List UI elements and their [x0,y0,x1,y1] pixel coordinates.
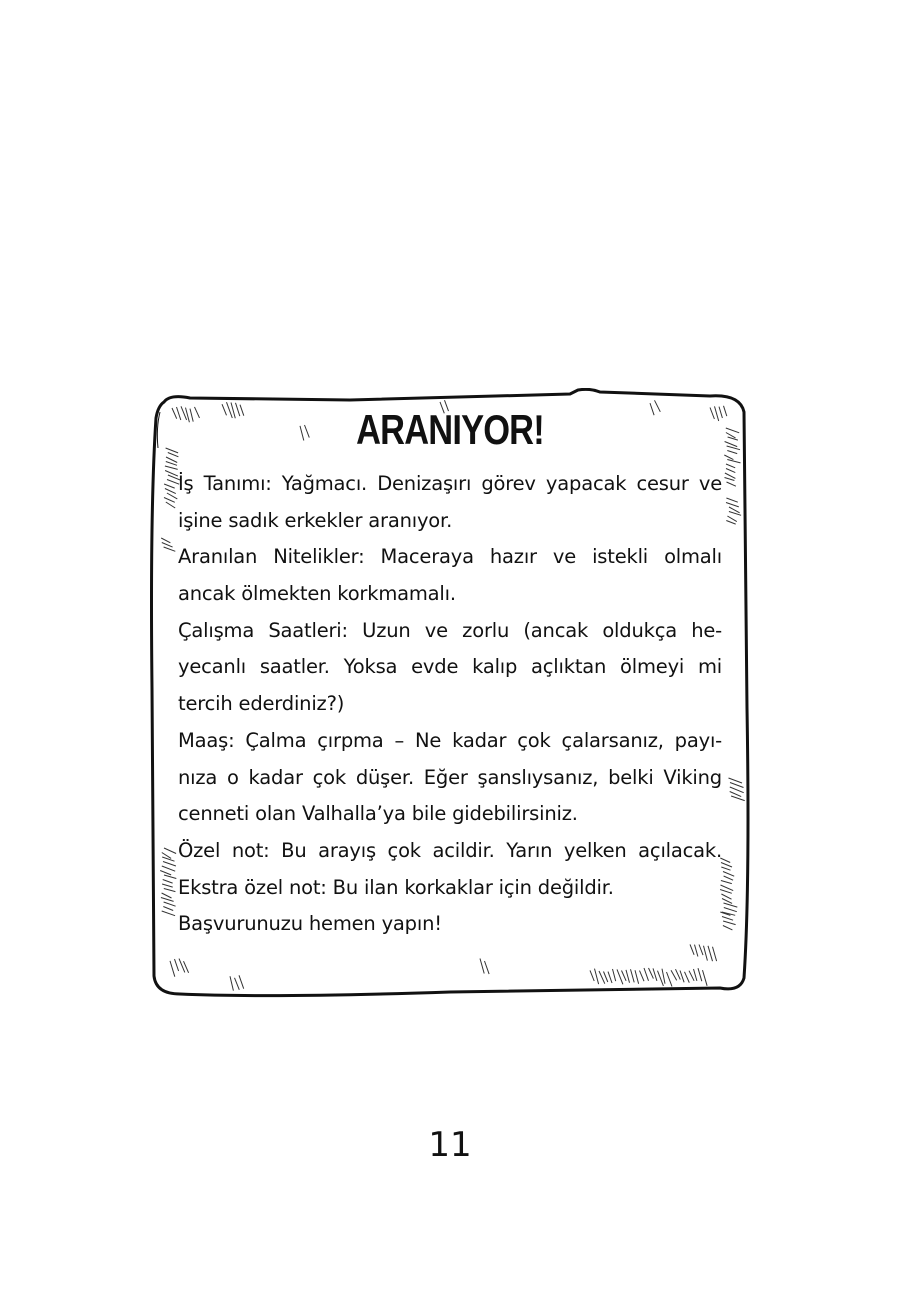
border-hatch-stroke [685,972,690,983]
border-hatch-stroke [727,482,736,486]
border-hatch-stroke [726,464,735,468]
border-hatch-stroke [723,921,736,925]
border-hatch-stroke [728,437,738,440]
border-hatch-stroke [640,971,645,982]
border-hatch-stroke [726,521,735,525]
border-hatch-stroke [649,968,654,979]
border-hatch-stroke [165,489,176,494]
border-hatch-stroke [722,917,733,921]
border-hatch-stroke [695,945,698,957]
border-hatch-stroke [161,538,170,543]
page-number: 11 [428,1125,472,1165]
border-hatch-stroke [680,971,684,983]
poster-title: ARANIYOR! [356,406,544,453]
border-hatch-stroke [719,407,722,418]
border-hatch-stroke [162,857,174,861]
border-hatch-stroke [690,944,694,954]
border-hatch-stroke [703,970,708,986]
border-hatch-stroke [699,945,703,956]
border-hatch-stroke [724,876,734,880]
border-hatch-stroke [721,867,730,870]
border-hatch-stroke [195,407,200,418]
poster-line: Maaş: Çalma çırpma – Ne kadar çok çalarsanız, payı- [178,728,722,752]
border-hatch-stroke [631,969,635,982]
poster-line: Çalışma Saatleri: Uzun ve zorlu (ancak oldukça he- [178,618,722,642]
border-hatch-stroke [162,893,172,898]
border-hatch-stroke [163,862,176,867]
border-hatch-stroke [622,971,627,981]
border-hatch-stroke [165,471,178,477]
border-hatch-stroke [671,970,677,980]
border-hatch-stroke [168,453,179,457]
poster-body [178,466,722,943]
border-hatch-stroke [239,975,244,988]
border-hatch-stroke [662,969,665,984]
border-hatch-stroke [726,498,737,502]
border-hatch-stroke [480,959,484,974]
poster-line: cenneti olan Valhalla’ya bile gidebilirsiniz. [178,802,578,826]
border-hatch-stroke [608,972,612,983]
border-hatch-stroke [164,889,176,892]
border-hatch-stroke [161,898,174,902]
border-hatch-stroke [724,455,733,460]
border-hatch-stroke [160,871,171,875]
border-hatch-stroke [727,446,740,450]
border-hatch-stroke [177,407,181,420]
border-hatch-stroke [710,408,714,420]
border-hatch-stroke [724,908,737,912]
border-hatch-stroke [190,409,193,422]
border-hatch-stroke [721,863,732,868]
border-hatch-stroke [604,972,608,983]
border-hatch-stroke [166,502,175,508]
border-hatch-stroke [172,408,177,419]
border-hatch-stroke [726,433,736,438]
border-hatch-stroke [635,970,639,984]
border-hatch-stroke [667,972,673,987]
border-hatch-stroke [713,947,717,961]
border-hatch-stroke [164,902,176,906]
border-hatch-stroke [164,484,175,488]
border-hatch-stroke [725,478,735,481]
border-hatch-stroke [235,978,240,990]
border-hatch-stroke [726,503,739,507]
wanted-poster [150,388,750,1000]
border-hatch-stroke [708,946,713,961]
border-hatch-stroke [162,884,173,887]
border-hatch-stroke [726,428,739,433]
border-hatch-stroke [725,442,738,447]
border-hatch-stroke [590,970,594,981]
poster-line: Başvurunuzu hemen yapın! [178,912,442,936]
border-hatch-stroke [179,959,185,973]
poster-line: Ekstra özel not: Bu ilan korkaklar için değildir. [178,875,614,899]
border-hatch-stroke [230,976,233,990]
border-hatch-stroke [689,971,694,981]
border-hatch-stroke [727,451,737,454]
poster-line: İş Tanımı: Yağmacı. Denizaşırı görev yapacak cesur ve [178,472,722,495]
poster-line: ancak ölmekten korkmamalı. [178,582,456,606]
border-hatch-stroke [723,872,734,877]
poster-line: tercih ederdiniz?) [178,692,345,716]
poster-line: yecanlı saatler. Yoksa evde kalıp açlıktan ölmeyi mi [178,655,722,679]
border-hatch-stroke [485,961,490,974]
border-hatch-stroke [626,970,630,983]
border-hatch-stroke [731,796,745,801]
border-hatch-stroke [170,961,175,977]
border-hatch-stroke [163,880,173,884]
border-hatch-stroke [613,969,616,981]
border-hatch-stroke [165,466,178,469]
border-hatch-stroke [653,968,657,981]
border-hatch-stroke [175,959,179,971]
border-hatch-stroke [595,969,599,985]
border-hatch-stroke [704,946,708,961]
border-hatch-stroke [726,469,735,473]
border-hatch-stroke [721,881,732,884]
border-hatch-stroke [166,448,179,453]
border-hatch-stroke [164,875,176,879]
border-hatch-stroke [724,903,738,907]
border-hatch-stroke [698,968,702,981]
poster-line: Özel not: Bu arayış çok acildir. Yarın yelken açılacak. [178,838,722,862]
border-hatch-stroke [715,406,719,421]
poster-line: işine sadık erkekler aranıyor. [178,508,453,532]
border-hatch-stroke [162,866,175,871]
border-hatch-stroke [186,408,190,423]
poster-line: Aranılan Nitelikler: Maceraya hazır ve istekli olmalı [178,545,722,569]
border-hatch-stroke [694,969,697,981]
border-hatch-stroke [162,543,173,548]
border-hatch-stroke [727,516,736,522]
border-hatch-stroke [164,498,175,503]
poster-line: nıza o kadar çok düşer. Eğer şanslıysanız, belki Viking [178,765,722,789]
border-hatch-stroke [164,547,176,551]
border-hatch-stroke [163,907,173,911]
border-hatch-stroke [644,968,649,981]
border-hatch-stroke [164,848,176,854]
border-hatch-stroke [724,406,727,416]
border-hatch-stroke [167,493,177,499]
border-hatch-stroke [727,460,740,463]
border-hatch-stroke [162,911,175,916]
border-hatch-stroke [730,787,744,793]
border-hatch-stroke [723,926,733,930]
